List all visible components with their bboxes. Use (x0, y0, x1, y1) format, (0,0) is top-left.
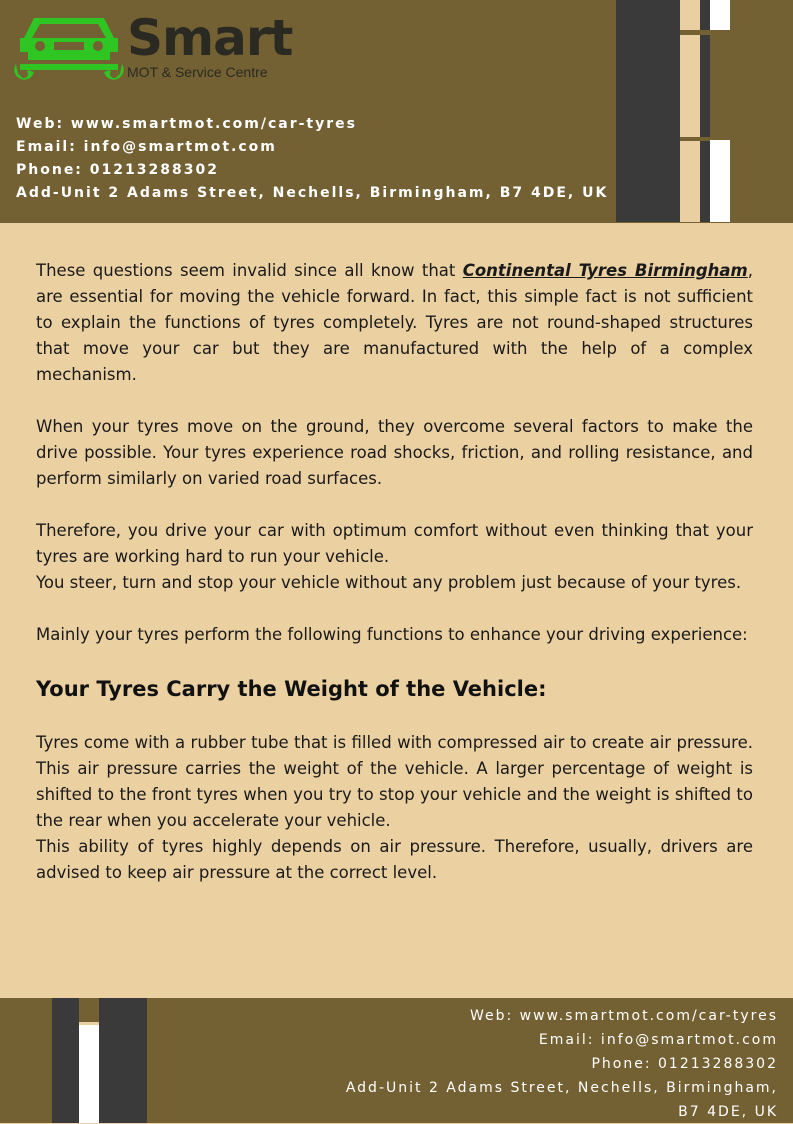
road-decoration-bottom (52, 998, 152, 1123)
continental-tyres-link[interactable]: Continental Tyres Birmingham (462, 261, 748, 280)
header-phone: Phone: 01213288302 (16, 162, 219, 178)
header-web[interactable]: Web: www.smartmot.com/car-tyres (16, 116, 357, 132)
paragraph-3a: Therefore, you drive your car with optimum comfort without even thinking that your tyres are working hard to run your vehicle. (36, 521, 753, 566)
footer-address: Add-Unit 2 Adams Street, Nechells, Birmingham, B7 4DE, UK (345, 1080, 778, 1120)
paragraph-2: When your tyres move on the ground, they overcome several factors to make the drive possible. Your tyres experience road shocks, friction, and rolling resistance, and perform similarly on varied road surfaces. (36, 417, 753, 488)
logo-tagline: MOT & Service Centre (127, 64, 268, 80)
paragraph-5a: Tyres come with a rubber tube that is filled with compressed air to create air pressure. This air pressure carries the weight of the vehicle. A larger percentage of weight is shifted to the front tyres when you try to stop your vehicle and the weight is shifted to the rear when you accelerate your vehicle. (36, 733, 753, 830)
footer-web[interactable]: Web: www.smartmot.com/car-tyres (469, 1008, 778, 1024)
header-contact (16, 113, 608, 205)
paragraph-4: Mainly your tyres perform the following functions to enhance your driving experience: (36, 625, 748, 644)
article-body (36, 258, 753, 912)
footer-contact (318, 1004, 778, 1124)
logo-wordmark: Smart (127, 9, 293, 67)
road-decoration-top (616, 0, 736, 223)
header-email[interactable]: Email: info@smartmot.com (16, 139, 277, 155)
header-band (0, 0, 793, 223)
footer-phone: Phone: 01213288302 (591, 1056, 778, 1072)
paragraph-1: These questions seem invalid since all know that Continental Tyres Birmingham, are essential for moving the vehicle forward. In fact, this simple fact is not sufficient to explain the functions of tyres completely. Tyres are not round-shaped structures that move your car but they are manufactured with the help of a complex mechanism. (36, 261, 753, 384)
header-address: Add-Unit 2 Adams Street, Nechells, Birmingham, B7 4DE, UK (16, 185, 609, 201)
footer-email[interactable]: Email: info@smartmot.com (538, 1032, 778, 1048)
section-heading: Your Tyres Carry the Weight of the Vehicle: (36, 677, 547, 701)
paragraph-3b: You steer, turn and stop your vehicle without any problem just because of your tyres. (36, 573, 742, 592)
paragraph-5b: This ability of tyres highly depends on air pressure. Therefore, usually, drivers are advised to keep air pressure at the correct level. (36, 837, 753, 882)
logo (14, 8, 304, 90)
car-wrench-logo-icon (14, 8, 124, 88)
